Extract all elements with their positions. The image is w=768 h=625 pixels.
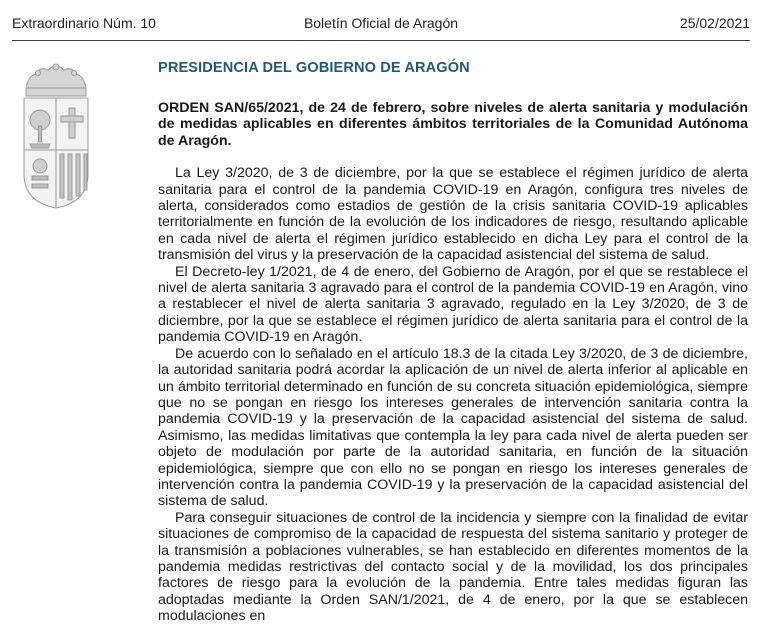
paragraph: De acuerdo con lo señalado en el artículo 18.3 de la citada Ley 3/2020, de 3 de diciembre, la autoridad sanitaria podrá acordar la aplicación de un nivel de alerta inferior al aplicable en un ámbito territorial determinado en función de su concreta situación epidemiológica, siempre que no se pongan en riesgo los intereses generales de intervención sanitaria contra la pandemia COVID-19 y la preservación de la capacidad asistencial del sistema de salud. Asimismo, las medidas limitativas que contempla la ley para cada nivel de alerta pueden ser objeto de modulación por parte de la autoridad sanitaria, en función de la situación epidemiológica, siempre que con ello no se pongan en riesgo los intereses generales de intervención contra la pandemia COVID-19 y la preservación de la capacidad asistencial del sistema de salud. xyxy=(158,345,748,510)
publication-date: 25/02/2021 xyxy=(679,15,750,31)
paragraph: El Decreto-ley 1/2021, de 4 de enero, del Gobierno de Aragón, por el que se restablece el nivel de alerta sanitaria 3 agravado para el control de la pandemia COVID-19 en Aragón, vino a restablecer el nivel de alerta sanitaria 3 agravado, regulado en la Ley 3/2020, de 3 de diciembre, por la que se establece el régimen jurídico de alerta sanitaria para el control de la pandemia COVID-19 en Aragón. xyxy=(158,263,748,346)
issue-number: Extraordinario Núm. 10 xyxy=(12,15,156,31)
section-heading: PRESIDENCIA DEL GOBIERNO DE ARAGÓN xyxy=(158,60,470,76)
page-header xyxy=(12,14,750,32)
header-divider xyxy=(12,40,750,41)
order-title: ORDEN SAN/65/2021, de 24 de febrero, sobre niveles de alerta sanitaria y modulación de medidas aplicables en diferentes ámbitos territoriales de la Comunidad Autónoma de Aragón. xyxy=(158,100,748,149)
paragraph: La Ley 3/2020, de 3 de diciembre, por la que se establece el régimen jurídico de alerta sanitaria para el control de la pandemia COVID-19 en Aragón, configura tres niveles de alerta, considerados como estadios de gestión de la crisis sanitaria COVID-19 aplicables territorialmente en función de la evolución de los indicadores de riesgo, resultando aplicable en cada nivel de alerta el régimen jurídico establecido en dicha Ley para el control de la transmisión del virus y la preservación de la capacidad asistencial del sistema de salud. xyxy=(158,165,748,264)
publication-name: Boletín Oficial de Aragón xyxy=(303,15,459,31)
document-body xyxy=(158,58,748,625)
coat-of-arms-icon xyxy=(18,62,94,210)
paragraph: Para conseguir situaciones de control de la incidencia y siempre con la finalidad de evitar situaciones de compromiso de la capacidad de respuesta del sistema sanitario y proteger de la transmisión a poblaciones vulnerables, se han establecido en diferentes momentos de la pandemia medidas restrictivas del contacto social y de la movilidad, los dos principales factores de riesgo para la evolución de la pandemia. Entre tales medidas figuran las adoptadas mediante la Orden SAN/1/2021, de 4 de enero, por la que se establecen modulaciones en xyxy=(158,509,748,625)
